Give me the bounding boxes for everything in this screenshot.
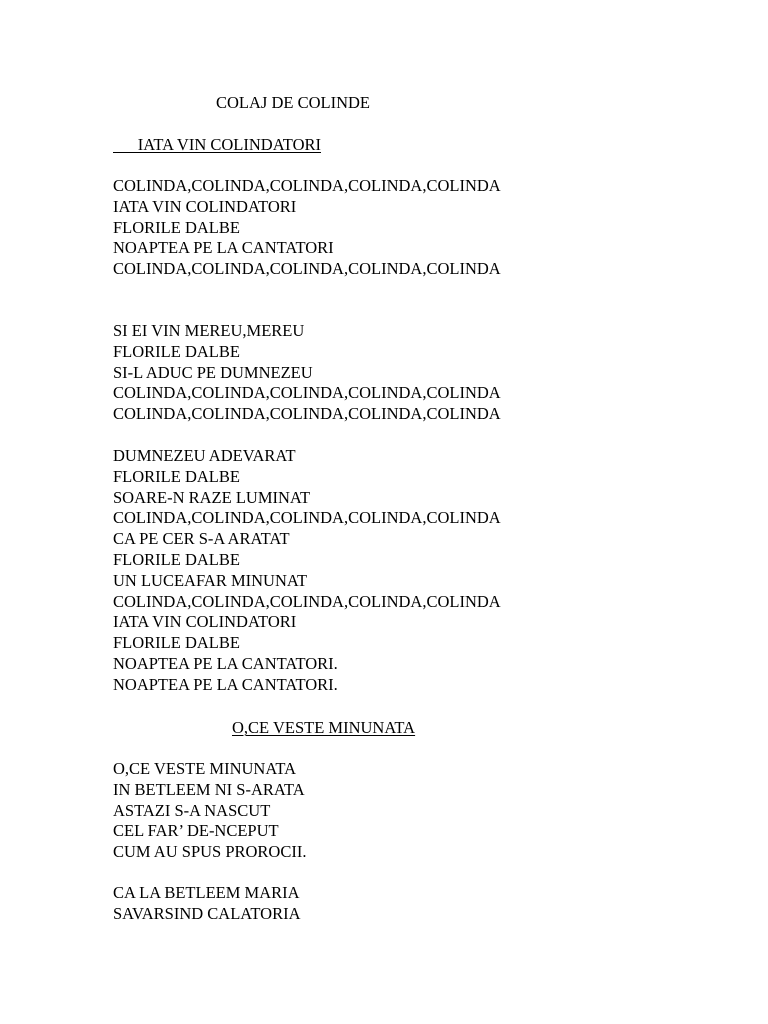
lyric-line: NOAPTEA PE LA CANTATORI. (113, 653, 338, 673)
lyric-line: CUM AU SPUS PROROCII. (113, 842, 307, 862)
lyric-line: SAVARSIND CALATORIA (113, 903, 301, 923)
lyric-line: CA PE CER S-A ARATAT (113, 529, 290, 549)
lyric-line: FLORILE DALBE (113, 466, 240, 486)
lyric-line: IATA VIN COLINDATORI (113, 196, 297, 216)
lyric-line: COLINDA,COLINDA,COLINDA,COLINDA,COLINDA (113, 404, 501, 424)
lyric-line: FLORILE DALBE (113, 633, 240, 653)
lyric-line: COLINDA,COLINDA,COLINDA,COLINDA,COLINDA (113, 176, 501, 195)
lyric-line: FLORILE DALBE (113, 341, 240, 361)
document-title: COLAJ DE COLINDE (216, 93, 370, 112)
lyric-line: SI-L ADUC PE DUMNEZEU (113, 362, 313, 382)
lyric-line: COLINDA,COLINDA,COLINDA,COLINDA,COLINDA (113, 383, 501, 403)
lyric-line: COLINDA,COLINDA,COLINDA,COLINDA,COLINDA (113, 508, 501, 528)
lyric-line: CEL FAR’ DE-NCEPUT (113, 821, 279, 841)
lyric-line: FLORILE DALBE (113, 217, 240, 237)
lyric-line: UN LUCEAFAR MINUNAT (113, 570, 308, 590)
lyric-line: NOAPTEA PE LA CANTATORI (113, 238, 334, 258)
lyric-line: O,CE VESTE MINUNATA (113, 759, 297, 778)
song-title: IATA VIN COLINDATORI (113, 135, 321, 154)
lyric-line: IN BETLEEM NI S-ARATA (113, 779, 305, 799)
lyric-line: COLINDA,COLINDA,COLINDA,COLINDA,COLINDA (113, 591, 501, 611)
lyric-line: SI EI VIN MEREU,MEREU (113, 321, 305, 340)
lyric-line: IATA VIN COLINDATORI (113, 612, 297, 632)
lyric-line: CA LA BETLEEM MARIA (113, 883, 300, 902)
stanza (113, 176, 501, 280)
lyric-line: DUMNEZEU ADEVARAT (113, 446, 296, 465)
lyric-line: ASTAZI S-A NASCUT (113, 800, 271, 820)
stanza (113, 446, 501, 696)
lyric-line: SOARE-N RAZE LUMINAT (113, 487, 311, 507)
stanza (113, 759, 306, 863)
stanza (113, 883, 301, 925)
song-title: O,CE VESTE MINUNATA (232, 718, 416, 737)
lyric-line: FLORILE DALBE (113, 549, 240, 569)
lyric-line: COLINDA,COLINDA,COLINDA,COLINDA,COLINDA (113, 259, 501, 279)
stanza (113, 321, 501, 425)
lyric-line: NOAPTEA PE LA CANTATORI. (113, 674, 338, 694)
